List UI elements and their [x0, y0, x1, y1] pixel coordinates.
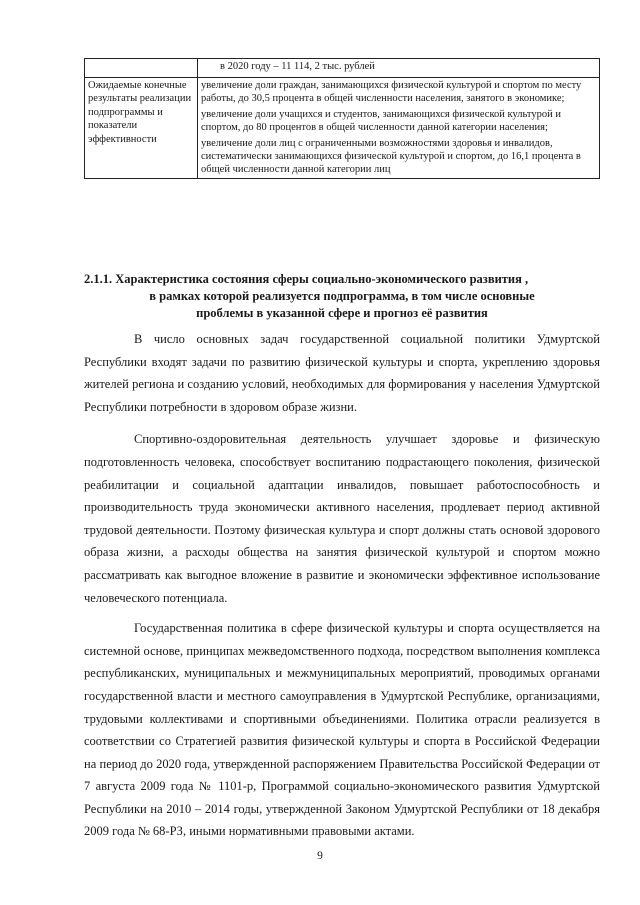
result-item: увеличение доли граждан, занимающихся физической культурой и спортом по месту работы, до 30,5 процента в общей численности населения, занятого в экономике;	[201, 80, 582, 105]
table-row	[85, 59, 600, 78]
section-heading-line: проблемы в указанной сфере и прогноз её развития	[196, 306, 488, 320]
table-cell-empty	[85, 59, 198, 78]
section-heading-line: в рамках которой реализуется подпрограмма, в том числе основные	[149, 289, 535, 303]
table-cell-results	[198, 78, 600, 179]
section-body	[84, 328, 600, 843]
result-item: увеличение доли лиц с ограниченными возможностями здоровья и инвалидов, систематически занимающихся физической культурой и спортом, до 16,1 процента в общей численности данной категории лиц	[201, 137, 581, 176]
result-item: увеличение доли учащихся и студентов, занимающихся физической культурой и спортом, до 80 процентов в общей численности данной категории населения;	[201, 108, 561, 134]
page-number: 9	[317, 850, 323, 862]
paragraph: Государственная политика в сфере физической культуры и спорта осуществляется на системной основе, принципах межведомственного подхода, посредством выполнения комплекса республиканских, муниципальных и межмуниципальных мероприятий, проводимых органами государственной власти и местного самоуправления в Удмуртской Республике, организациями, трудовыми коллективами и спортивными объединениями. Политика отрасли реализуется в соответствии со Стратегией развития физической культуры и спорта в Российской Федерации на период до 2020 года, утвержденной распоряжением Правительства Российской Федерации от 7 августа 2009 года № 1101-р, Программой социально-экономического развития Удмуртской Республики на 2010 – 2014 годы, утвержденной Законом Удмуртской Республики от 18 декабря 2009 года № 68-РЗ, иными нормативными правовыми актами.	[84, 621, 600, 839]
section-heading-line: 2.1.1. Характеристика состояния сферы социально-экономического развития ,	[84, 272, 529, 286]
passport-table	[84, 58, 600, 179]
paragraph: В число основных задач государственной социальной политики Удмуртской Республики входят задачи по развитию физической культуры и спорта, укреплению здоровья жителей региона и созданию условий, необходимых для формирования у населения Удмуртской Республики потребности в здоровом образе жизни.	[84, 332, 600, 414]
table-cell-label: Ожидаемые конечные результаты реализации подпрограммы и показатели эффективности	[85, 78, 198, 179]
table-cell-funding: в 2020 году – 11 114, 2 тыс. рублей	[198, 59, 600, 78]
paragraph: Спортивно-оздоровительная деятельность улучшает здоровье и физическую подготовленность человека, способствует воспитанию подрастающего поколения, физической реабилитации и социальной адаптации инвалидов, повышает работоспособность и производительность труда экономически активного населения, продлевает период активной трудовой деятельности. Поэтому физическая культура и спорт должны стать основой здорового образа жизни, а расходы общества на занятия физической культурой и спортом можно рассматривать как выгодное вложение в развитие и экономически эффективное использование человеческого потенциала.	[84, 432, 600, 605]
table-row	[85, 78, 600, 179]
section-heading	[84, 271, 600, 322]
